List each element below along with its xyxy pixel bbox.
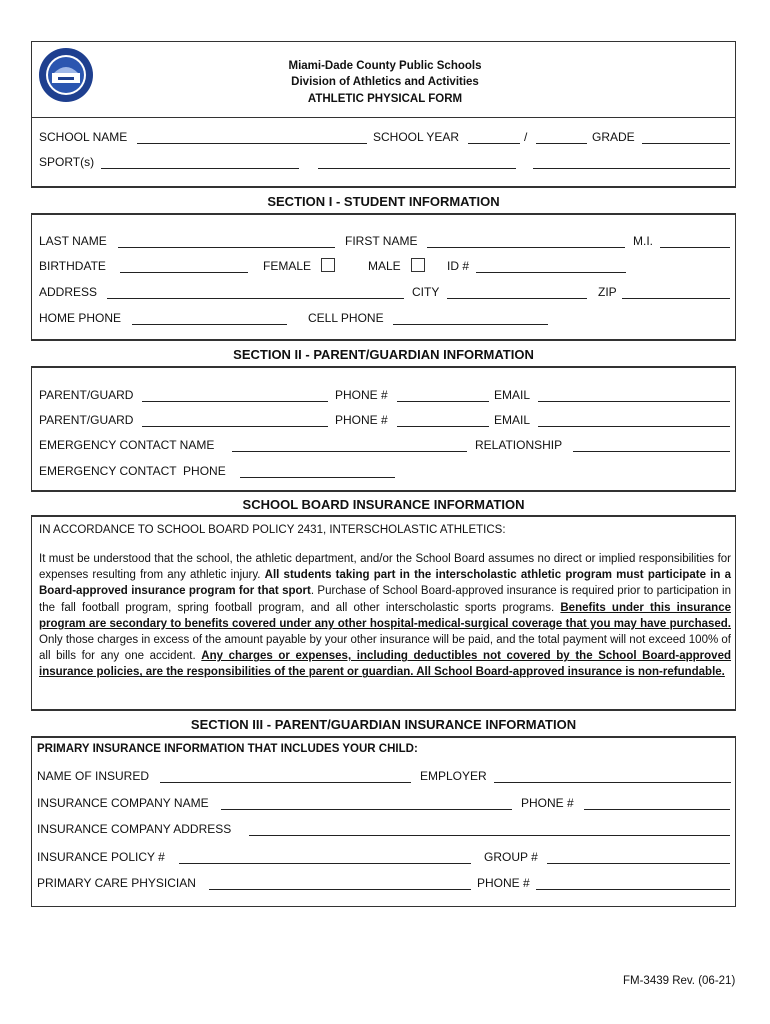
group-field[interactable] (547, 863, 730, 864)
school-name-label: SCHOOL NAME (39, 130, 128, 144)
grade-label: GRADE (592, 130, 635, 144)
school-seal-icon (38, 47, 94, 103)
primary-insurance-label: PRIMARY INSURANCE INFORMATION THAT INCLUDES YOUR CHILD: (37, 743, 418, 755)
section-1-title: SECTION I - STUDENT INFORMATION (267, 194, 500, 209)
cell-phone-field[interactable] (393, 324, 548, 325)
school-year-start-field[interactable] (468, 143, 520, 144)
policy-field[interactable] (179, 863, 471, 864)
parent1-label: PARENT/GUARD (39, 388, 134, 402)
phone1-field[interactable] (397, 401, 489, 402)
school-year-slash: / (524, 130, 528, 144)
group-label: GROUP # (484, 850, 538, 864)
email2-label: EMAIL (494, 413, 531, 427)
employer-field[interactable] (494, 782, 731, 783)
phone1-label: PHONE # (335, 388, 388, 402)
address-field[interactable] (107, 298, 404, 299)
first-name-label: FIRST NAME (345, 234, 418, 248)
header-divider (31, 117, 736, 118)
parent1-field[interactable] (142, 401, 328, 402)
id-field[interactable] (476, 272, 626, 273)
city-field[interactable] (447, 298, 587, 299)
insurance-text-3: . Purchase of School Board-approved insurance is required prior to participation in the fall football program, spring football program, and all other interscholastic sports programs. (39, 585, 731, 614)
parent2-field[interactable] (142, 426, 328, 427)
company-address-label: INSURANCE COMPANY ADDRESS (37, 822, 232, 836)
insurance-title: SCHOOL BOARD INSURANCE INFORMATION (242, 497, 525, 512)
section-3-header (31, 709, 736, 738)
city-label: CITY (412, 285, 440, 299)
relationship-label: RELATIONSHIP (475, 438, 563, 452)
insurance-text-1: It must be understood that the school, the athletic department, and/or the School Board assumes no direct or implied responsibilities for expenses resulting from any athletic injury. (39, 553, 731, 582)
form-number: FM-3439 Rev. (06-21) (623, 975, 736, 987)
name-insured-field[interactable] (160, 782, 411, 783)
emergency-name-field[interactable] (232, 451, 467, 452)
insurance-text-5: Only those charges in excess of the amount payable by your other insurance will be paid, and the total payment will not exceed 100% of all bills for any one accident. (39, 634, 731, 663)
email1-label: EMAIL (494, 388, 531, 402)
sport-field-3[interactable] (533, 168, 730, 169)
insurance-text-4: Benefits under this insurance program are secondary to benefits covered under any other hospital-medical-surgical coverage that you may have purchased. (39, 601, 731, 630)
company-address-field[interactable] (249, 835, 730, 836)
address-label: ADDRESS (39, 285, 98, 299)
insurance-text-6: Any charges or expenses, including deductibles not covered by the School Board-approved insurance policies, are the responsibilities of the parent or guardian. All School Board-approved insurance is non-refundable. (39, 650, 732, 679)
section-3-title: SECTION III - PARENT/GUARDIAN INSURANCE INFORMATION (190, 717, 577, 732)
zip-field[interactable] (622, 298, 730, 299)
sport-field-1[interactable] (101, 168, 299, 169)
school-name-field[interactable] (137, 143, 367, 144)
relationship-field[interactable] (573, 451, 730, 452)
name-insured-label: NAME OF INSURED (37, 769, 150, 783)
insurance-text-2: All students taking part in the interscholastic athletic program must participate in a Board-approved insurance program for that sport (39, 569, 731, 598)
emergency-name-label: EMERGENCY CONTACT NAME (39, 438, 215, 452)
policy-line: IN ACCORDANCE TO SCHOOL BOARD POLICY 2431, INTERSCHOLASTIC ATHLETICS: (39, 524, 506, 536)
school-year-end-field[interactable] (536, 143, 587, 144)
school-year-label: SCHOOL YEAR (373, 130, 460, 144)
phone2-field[interactable] (397, 426, 489, 427)
home-phone-label: HOME PHONE (39, 311, 122, 325)
header-line-3: ATHLETIC PHYSICAL FORM (307, 93, 463, 105)
grade-field[interactable] (642, 143, 730, 144)
phone-b-label: PHONE # (477, 876, 530, 890)
emergency-phone-label: EMERGENCY CONTACT PHONE (39, 464, 226, 478)
section-2-header (31, 339, 736, 368)
email1-field[interactable] (538, 401, 730, 402)
female-label: FEMALE (263, 259, 312, 273)
physician-field[interactable] (209, 889, 471, 890)
mi-label: M.I. (633, 234, 653, 248)
id-label: ID # (447, 259, 470, 273)
birthdate-label: BIRTHDATE (39, 259, 106, 273)
phone2-label: PHONE # (335, 413, 388, 427)
birthdate-field[interactable] (120, 272, 248, 273)
last-name-label: LAST NAME (39, 234, 107, 248)
male-label: MALE (368, 259, 401, 273)
phone-b-field[interactable] (536, 889, 730, 890)
first-name-field[interactable] (427, 247, 625, 248)
insurance-paragraph (39, 551, 731, 681)
home-phone-field[interactable] (132, 324, 287, 325)
header-line-2: Division of Athletics and Activities (291, 76, 479, 88)
email2-field[interactable] (538, 426, 730, 427)
phone-a-field[interactable] (584, 809, 730, 810)
phone-a-label: PHONE # (521, 796, 574, 810)
female-checkbox[interactable] (321, 258, 335, 272)
cell-phone-label: CELL PHONE (308, 311, 384, 325)
employer-label: EMPLOYER (420, 769, 487, 783)
policy-label: INSURANCE POLICY # (37, 850, 165, 864)
insurance-header (31, 490, 736, 517)
male-checkbox[interactable] (411, 258, 425, 272)
parent2-label: PARENT/GUARD (39, 413, 134, 427)
physician-label: PRIMARY CARE PHYSICIAN (37, 876, 196, 890)
emergency-phone-field[interactable] (240, 477, 395, 478)
section-2-title: SECTION II - PARENT/GUARDIAN INFORMATION (233, 347, 534, 362)
sports-label: SPORT(s) (39, 155, 95, 169)
mi-field[interactable] (660, 247, 730, 248)
section-1-header (31, 186, 736, 215)
header-line-1: Miami-Dade County Public Schools (288, 60, 482, 72)
zip-label: ZIP (598, 285, 617, 299)
last-name-field[interactable] (118, 247, 335, 248)
company-name-field[interactable] (221, 809, 512, 810)
sport-field-2[interactable] (318, 168, 516, 169)
company-name-label: INSURANCE COMPANY NAME (37, 796, 209, 810)
